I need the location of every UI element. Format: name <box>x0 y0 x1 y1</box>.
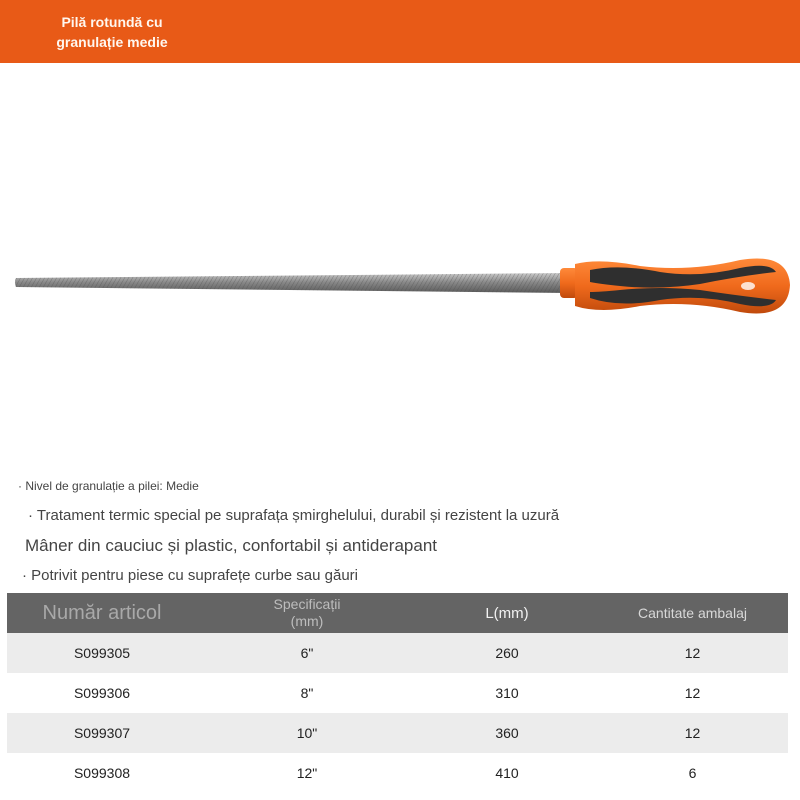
cell-length: 410 <box>417 753 597 793</box>
cell-length: 310 <box>417 673 597 713</box>
cell-spec: 6" <box>197 633 417 673</box>
cell-package: 6 <box>597 753 788 793</box>
header-article: Număr articol <box>7 593 197 633</box>
feature-grain-level: · Nivel de granulație a pilei: Medie <box>18 479 199 493</box>
cell-length: 260 <box>417 633 597 673</box>
product-title-line2: granulație medie <box>56 34 168 50</box>
cell-spec: 12" <box>197 753 417 793</box>
header-banner <box>0 0 800 63</box>
feature-heat-treatment: · Tratament termic special pe suprafața șmirghelului, durabil și rezistent la uzură <box>28 507 560 524</box>
cell-article: S099307 <box>7 713 197 753</box>
header-package: Cantitate ambalaj <box>597 593 788 633</box>
cell-article: S099305 <box>7 633 197 673</box>
cell-package: 12 <box>597 633 788 673</box>
table-row <box>7 713 788 753</box>
product-title <box>32 12 192 52</box>
header-length: L(mm) <box>417 593 597 633</box>
cell-length: 360 <box>417 713 597 753</box>
table-row <box>7 633 788 673</box>
cell-package: 12 <box>597 713 788 753</box>
cell-article: S099308 <box>7 753 197 793</box>
feature-usage: · Potrivit pentru piese cu suprafețe curbe sau găuri <box>22 567 359 584</box>
header-spec-line2: (mm) <box>290 613 324 629</box>
table-row <box>7 673 788 713</box>
cell-article: S099306 <box>7 673 197 713</box>
product-title-line1: Pilă rotundă cu <box>61 14 163 30</box>
cell-spec: 8" <box>197 673 417 713</box>
round-file-icon <box>0 230 800 340</box>
feature-handle: Mâner din cauciuc și plastic, confortabil și antiderapant <box>25 536 437 555</box>
table-header-row <box>7 593 788 633</box>
table-row <box>7 753 788 793</box>
cell-spec: 10" <box>197 713 417 753</box>
header-spec-line1: Specificații <box>273 596 341 612</box>
cell-package: 12 <box>597 673 788 713</box>
spec-table <box>7 593 788 793</box>
header-spec <box>197 593 417 633</box>
